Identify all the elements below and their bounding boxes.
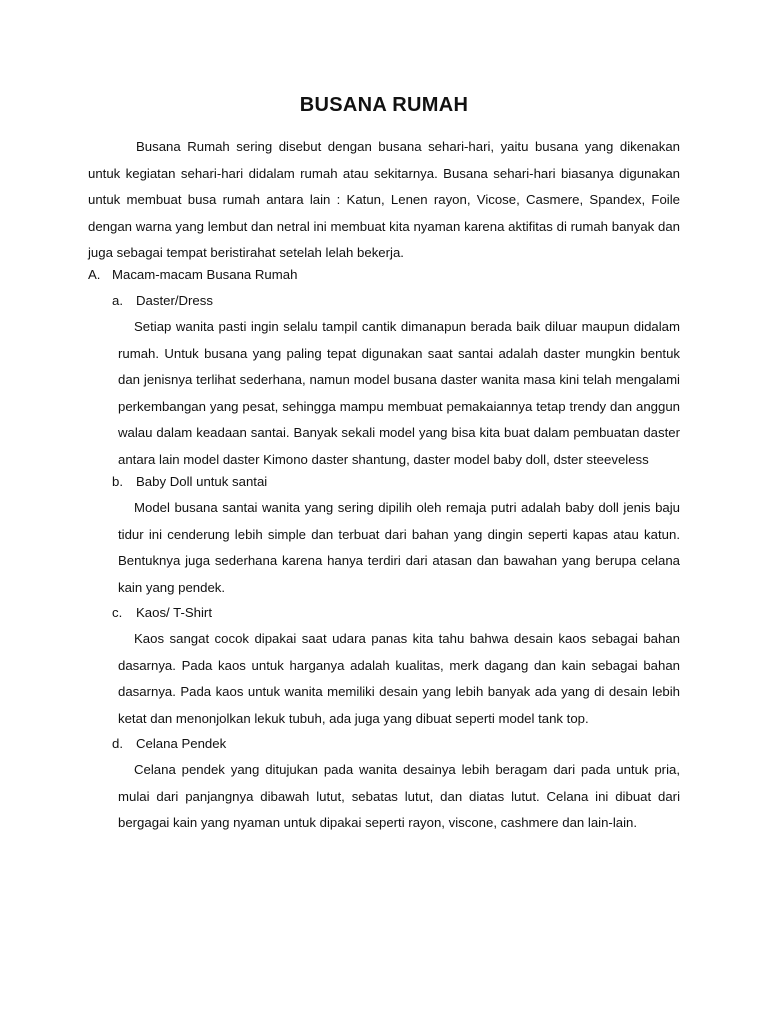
subsection-body: Kaos sangat cocok dipakai saat udara panas kita tahu bahwa desain kaos sebagai bahan dasarnya. Pada kaos untuk harganya adalah kualitas, merk dagang dan kain sebagai bahan dasarnya. Pada kaos untuk wanita memiliki desain yang lebih banyak ada yang di desain lebih ketat dan menonjolkan lekuk tubuh, ada juga yang dibuat seperti model tank top.: [118, 631, 680, 726]
subsection-celana-pendek: [112, 731, 692, 837]
subsection-marker: c.: [112, 605, 123, 620]
subsection-baby-doll: [112, 469, 692, 601]
section-marker: A.: [88, 267, 101, 282]
section-title: Macam-macam Busana Rumah: [112, 267, 298, 282]
subsection-marker: a.: [112, 293, 123, 308]
document-title: BUSANA RUMAH: [299, 94, 469, 116]
subsection-marker: d.: [112, 736, 123, 751]
section-heading: [88, 262, 688, 288]
subsection-title: Celana Pendek: [136, 736, 227, 751]
subsection-body: Model busana santai wanita yang sering dipilih oleh remaja putri adalah baby doll jenis baju tidur ini cenderung lebih simple dan terbuat dari bahan yang dingin seperti kapas atau katun. Bentuknya juga sederhana karena hanya terdiri dari atasan dan bawahan yang berupa celana kain yang pendek.: [118, 500, 680, 595]
subsection-body: Celana pendek yang ditujukan pada wanita desainya lebih beragam dari pada untuk pria, mulai dari panjangnya dibawah lutut, sebatas lutut, dan diatas lutut. Celana ini dibuat dari bergagai kain yang nyaman untuk dipakai seperti rayon, viscone, cashmere dan lain-lain.: [118, 762, 680, 830]
subsection-marker: b.: [112, 474, 123, 489]
subsection-daster: [112, 288, 692, 473]
intro-paragraph: Busana Rumah sering disebut dengan busana sehari-hari, yaitu busana yang dikenakan untuk kegiatan sehari-hari didalam rumah atau sekitarnya. Busana sehari-hari biasanya digunakan untuk membuat busa rumah antara lain : Katun, Lenen rayon, Vicose, Casmere, Spandex, Foile dengan warna yang lembut dan netral ini membuat kita nyaman karena aktifitas di rumah banyak dan juga sebagai tempat beristirahat setelah lelah bekerja.: [88, 139, 680, 260]
subsection-kaos: [112, 600, 692, 732]
subsection-body: Setiap wanita pasti ingin selalu tampil cantik dimanapun berada baik diluar maupun didalam rumah. Untuk busana yang paling tepat digunakan saat santai adalah daster mungkin bentuk dan jenisnya terlihat sederhana, namun model busana daster wanita masa kini telah mengalami perkembangan yang pesat, sehingga mampu membuat pemakaiannya tetap trendy dan anggun walau dalam keadaan santai. Banyak sekali model yang bisa kita buat dalam pembuatan daster antara lain model daster Kimono daster shantung, daster model baby doll, dster steeveless: [118, 319, 680, 467]
subsection-heading: [112, 469, 692, 495]
subsection-heading: [112, 731, 692, 757]
subsection-title: Daster/Dress: [136, 293, 213, 308]
subsection-title: Baby Doll untuk santai: [136, 474, 268, 489]
subsection-title: Kaos/ T-Shirt: [136, 605, 212, 620]
subsection-heading: [112, 288, 692, 314]
subsection-heading: [112, 600, 692, 626]
